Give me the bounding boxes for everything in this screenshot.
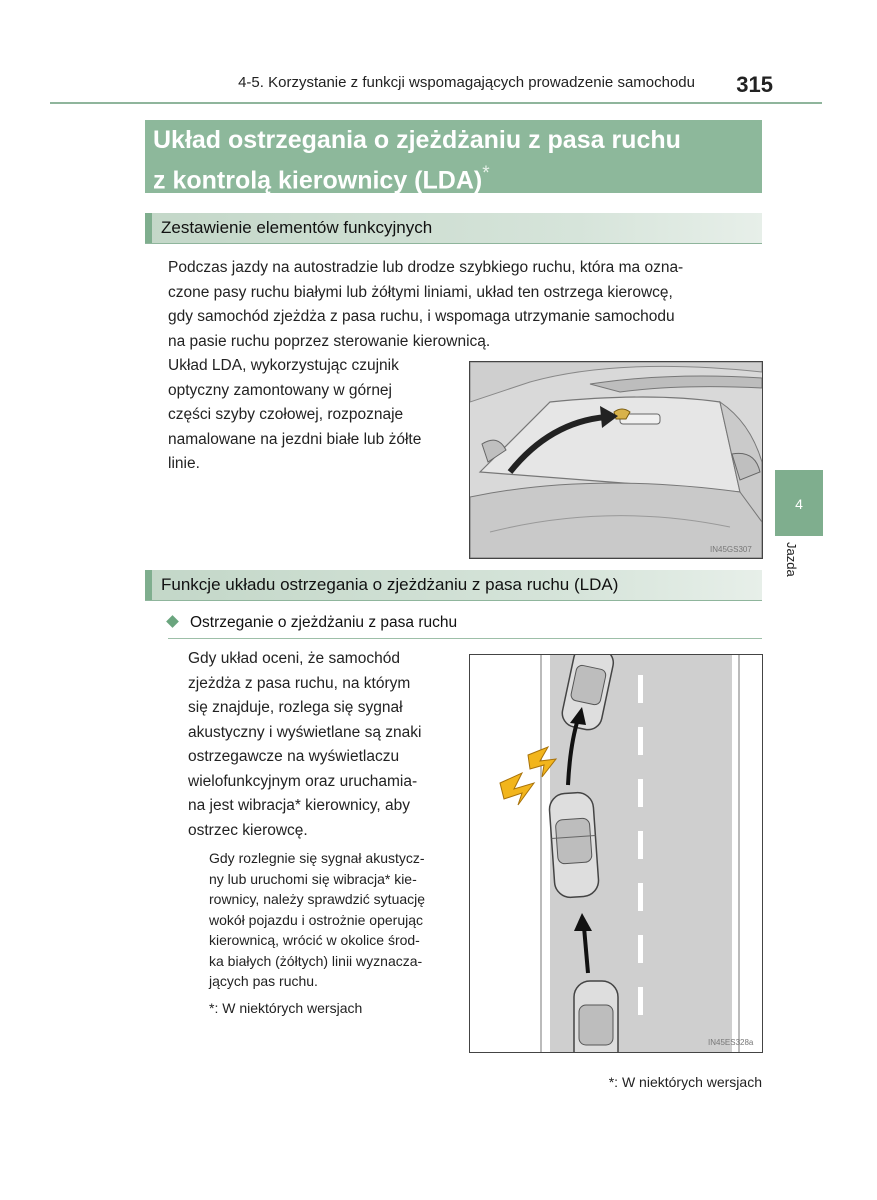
subheading-rule (168, 638, 762, 639)
chapter-label-text: Jazda (784, 542, 799, 577)
page-title (153, 124, 758, 197)
lda-paragraph (168, 354, 454, 477)
title-line-2-text: z kontrolą kierownicy (LDA) (153, 166, 483, 195)
intro-line: na pasie ruchu poprzez sterowanie kierownicą. (168, 332, 491, 350)
section-heading-text: Zestawienie elementów funkcyjnych (161, 218, 433, 237)
title-asterisk: * (482, 163, 490, 184)
title-line-1: Układ ostrzegania o zjeżdżaniu z pasa ruchu (153, 126, 681, 154)
caution-note (209, 848, 454, 1018)
header-rule (50, 102, 822, 104)
warning-paragraph (188, 647, 454, 843)
note-line: kierownicą, wrócić w okolice środ- (209, 932, 420, 948)
page-number: 315 (736, 72, 773, 97)
warning-line: się znajduje, rozlega się sygnał (188, 699, 403, 716)
warning-line: ostrzec kierowcę. (188, 821, 308, 839)
subheading-lane-warning (168, 613, 762, 639)
lane-diagram-illustration (470, 655, 762, 1052)
page-footnote: *: W niektórych wersjach (608, 1074, 762, 1090)
title-line-2 (153, 157, 758, 197)
section-heading-rule (145, 600, 762, 601)
figure-windshield-camera (469, 361, 763, 559)
warning-line: ostrzegawcze na wyświetlaczu (188, 748, 400, 765)
warning-line: akustyczny i wyświetlane są znaki (188, 723, 422, 741)
note-line: wokół pojazdu i ostrożnie operując (209, 911, 424, 928)
note-line: rownicy, należy sprawdzić sytuację (209, 891, 426, 907)
lda-line: linie. (168, 455, 200, 472)
warning-line: Gdy układ oceni, że samochód (188, 650, 400, 667)
diamond-bullet-icon (166, 615, 179, 628)
intro-paragraph (168, 256, 762, 354)
section-heading-bar (145, 570, 152, 600)
lda-line: namalowane na jezdni białe lub żółte (168, 430, 422, 448)
section-heading-bar (145, 213, 152, 243)
car-interior-illustration (470, 362, 762, 558)
figure-code-1: IN45GS307 (710, 545, 752, 554)
inline-footnote: *: W niektórych wersjach (209, 999, 363, 1016)
warning-line: zjeżdża z pasa ruchu, na którym (188, 674, 411, 692)
chapter-number: 4 (795, 496, 803, 512)
note-line: ny lub uruchomi się wibracja* kie- (209, 870, 417, 887)
lda-line: części szyby czołowej, rozpoznaje (168, 406, 404, 423)
title-box (145, 120, 762, 193)
section-heading-rule (145, 243, 762, 244)
note-line: jących pas ruchu. (209, 973, 318, 989)
intro-line: czone pasy ruchu białymi lub żółtymi liniami, układ ten ostrzega kierowcę, (168, 283, 673, 301)
warning-line: na jest wibracja* kierownicy, aby (188, 797, 410, 814)
intro-line: gdy samochód zjeżdża z pasa ruchu, i wspomaga utrzymanie samochodu (168, 308, 675, 325)
lda-line: optyczny zamontowany w górnej (168, 381, 393, 399)
figure-lane-departure (469, 654, 763, 1053)
lda-line: Układ LDA, wykorzystując czujnik (168, 357, 399, 374)
section-heading-text: Funkcje układu ostrzegania o zjeżdżaniu z pasa ruchu (LDA) (161, 575, 619, 594)
chapter-label (783, 542, 805, 592)
section-heading-components (145, 213, 762, 243)
subheading-text: Ostrzeganie o zjeżdżaniu z pasa ruchu (190, 614, 458, 631)
figure-code-2: IN45ES328a (708, 1038, 754, 1047)
running-header-title: 4-5. Korzystanie z funkcji wspomagających prowadzenie samochodu (238, 74, 695, 91)
note-line: ka białych (żółtych) linii wyznacza- (209, 952, 423, 969)
intro-line: Podczas jazdy na autostradzie lub drodze szybkiego ruchu, która ma ozna- (168, 259, 684, 276)
section-heading-functions (145, 570, 762, 600)
note-line: Gdy rozlegnie się sygnał akustycz- (209, 850, 425, 866)
warning-line: wielofunkcyjnym oraz uruchamia- (188, 772, 418, 790)
chapter-tab (775, 470, 823, 536)
